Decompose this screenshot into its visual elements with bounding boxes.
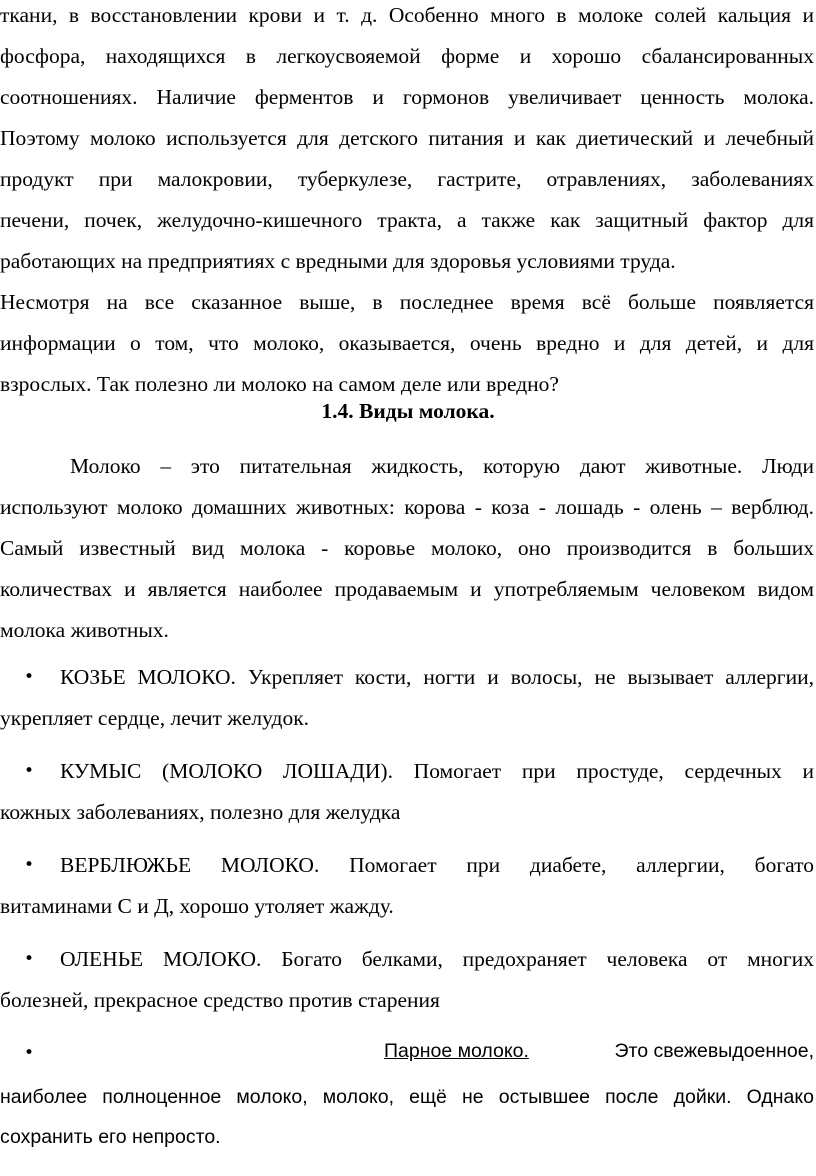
list-item-deer-line-1: ОЛЕНЬЕ МОЛОКО. Богато белками, предохраняет человека от многих	[60, 947, 814, 971]
intro-line-2: фосфора, находящихся в легкоусвояемой форме и хорошо сбалансированных	[0, 44, 814, 68]
bullet-icon	[24, 671, 36, 683]
question-line-3: взрослых. Так полезно ли молоко на самом деле или вредно?	[0, 372, 559, 396]
bullet-icon	[24, 953, 36, 965]
list-item-kumis-line-1: КУМЫС (МОЛОКО ЛОШАДИ). Помогает при простуде, сердечных и	[60, 759, 814, 783]
fresh-milk-term: Парное молоко.	[384, 1040, 529, 1062]
list-item-camel-line-1: ВЕРБЛЮЖЬЕ МОЛОКО. Помогает при диабете, аллергии, богато	[60, 853, 814, 877]
intro-line-6: печени, почек, желудочно-кишечного тракта, а также как защитный фактор для	[0, 208, 814, 232]
bullet-icon	[24, 1047, 36, 1059]
intro-line-4: Поэтому молоко используется для детского питания и как диетический и лечебный	[0, 126, 814, 150]
question-line-1: Несмотря на все сказанное выше, в последнее время всё больше появляется	[0, 290, 814, 314]
types-intro-line-4: количествах и является наиболее продаваемым и употребляемым человеком видом	[0, 577, 814, 601]
types-intro-line-2: используют молоко домашних животных: корова - коза - лошадь - олень – верблюд.	[0, 495, 814, 519]
types-intro-line-5: молока животных.	[0, 618, 169, 642]
list-item-kumis-line-2: кожных заболеваниях, полезно для желудка	[0, 800, 401, 824]
intro-line-3: соотношениях. Наличие ферментов и гормонов увеличивает ценность молока.	[0, 85, 814, 109]
list-item-fresh-milk-line-3: сохранить его непросто.	[0, 1126, 221, 1148]
intro-line-5: продукт при малокровии, туберкулезе, гастрите, отравлениях, заболеваниях	[0, 167, 814, 191]
types-intro-line-1: Молоко – это питательная жидкость, которую дают животные. Люди	[70, 454, 814, 478]
list-item-fresh-milk-line-2: наиболее полноценное молоко, молоко, ещё не остывшее после дойки. Однако	[0, 1086, 814, 1108]
list-item-goat-line-1: КОЗЬЕ МОЛОКО. Укрепляет кости, ногти и волосы, не вызывает аллергии,	[60, 665, 814, 689]
bullet-icon	[24, 765, 36, 777]
list-item-camel-line-2: витаминами С и Д, хорошо утоляет жажду.	[0, 894, 394, 918]
list-item-goat-line-2: укрепляет сердце, лечит желудок.	[0, 706, 310, 730]
section-title: 1.4. Виды молока.	[321, 399, 495, 423]
types-intro-line-3: Самый известный вид молока - коровье молоко, оно производится в больших	[0, 536, 814, 560]
fresh-milk-desc: Это свежевыдоенное,	[614, 1040, 814, 1062]
list-item-fresh-milk-line-1	[384, 1031, 814, 1072]
list-item-deer-line-2: болезней, прекрасное средство против старения	[0, 988, 440, 1012]
bullet-icon	[24, 859, 36, 871]
question-line-2: информации о том, что молоко, оказывается, очень вредно и для детей, и для	[0, 331, 814, 355]
intro-line-1: ткани, в восстановлении крови и т. д. Особенно много в молоке солей кальция и	[0, 3, 814, 27]
intro-line-7: работающих на предприятиях с вредными для здоровья условиями труда.	[0, 249, 676, 273]
